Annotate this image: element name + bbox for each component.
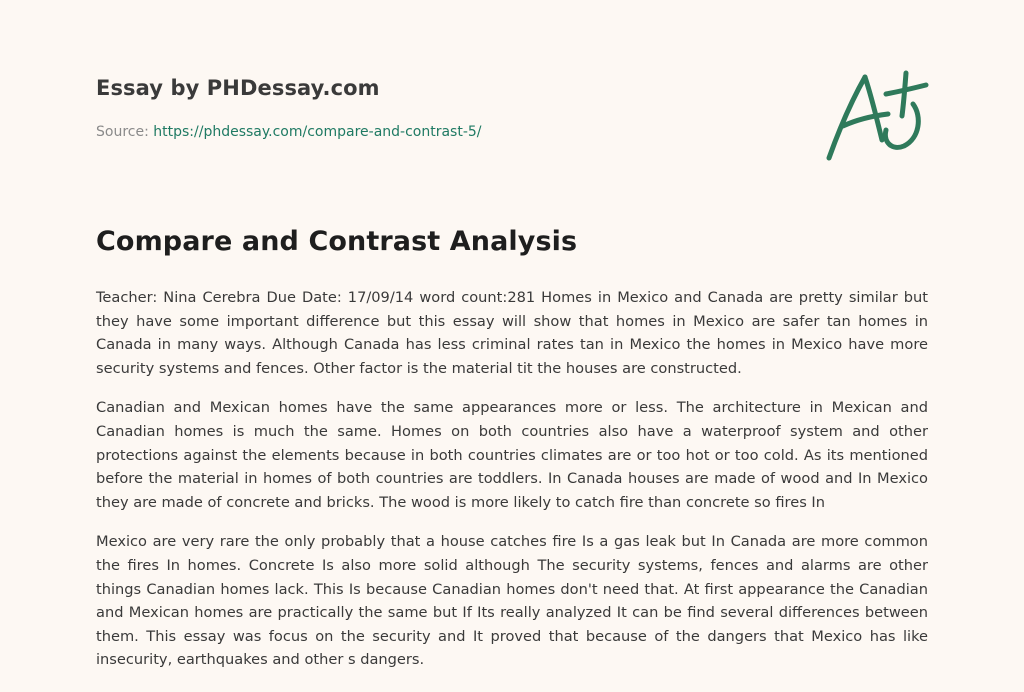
a-plus-grade-icon	[822, 64, 934, 168]
source-label: Source:	[96, 124, 149, 140]
essay-body	[96, 286, 928, 688]
source-link[interactable]: https://phdessay.com/compare-and-contrast-5/	[153, 124, 482, 140]
essay-paragraph: Mexico are very rare the only probably that a house catches fire Is a gas leak but In Canada are more common the fires In homes. Concrete Is also more solid although The security systems, fences and alarms are other things Canadian homes lack. This Is because Canadian homes don't need that. At first appearance the Canadian and Mexican homes are practically the same but If Its really analyzed It can be find several differences between them. This essay was focus on the security and It proved that because of the dangers that Mexico has like insecurity, earthquakes and other s dangers.	[96, 533, 928, 669]
source-line	[96, 124, 482, 140]
essay-paragraph: Teacher: Nina Cerebra Due Date: 17/09/14 word count:281 Homes in Mexico and Canada are pretty similar but they have some important difference but this essay will show that homes in Mexico are safer tan homes in Canada in many ways. Although Canada has less criminal rates tan in Mexico the homes in Mexico have more security systems and fences. Other factor is the material tit the houses are constructed.	[96, 289, 928, 377]
site-brand: Essay by PHDessay.com	[96, 76, 380, 100]
essay-paragraph: Canadian and Mexican homes have the same appearances more or less. The architecture in Mexican and Canadian homes is much the same. Homes on both countries also have a waterproof system and other protections against the elements because in both countries climates are or too hot or too cold. As its mentioned before the material in homes of both countries are toddlers. In Canada houses are made of wood and In Mexico they are made of concrete and bricks. The wood is more likely to catch fire than concrete so fires In	[96, 399, 928, 511]
essay-title: Compare and Contrast Analysis	[96, 226, 578, 257]
